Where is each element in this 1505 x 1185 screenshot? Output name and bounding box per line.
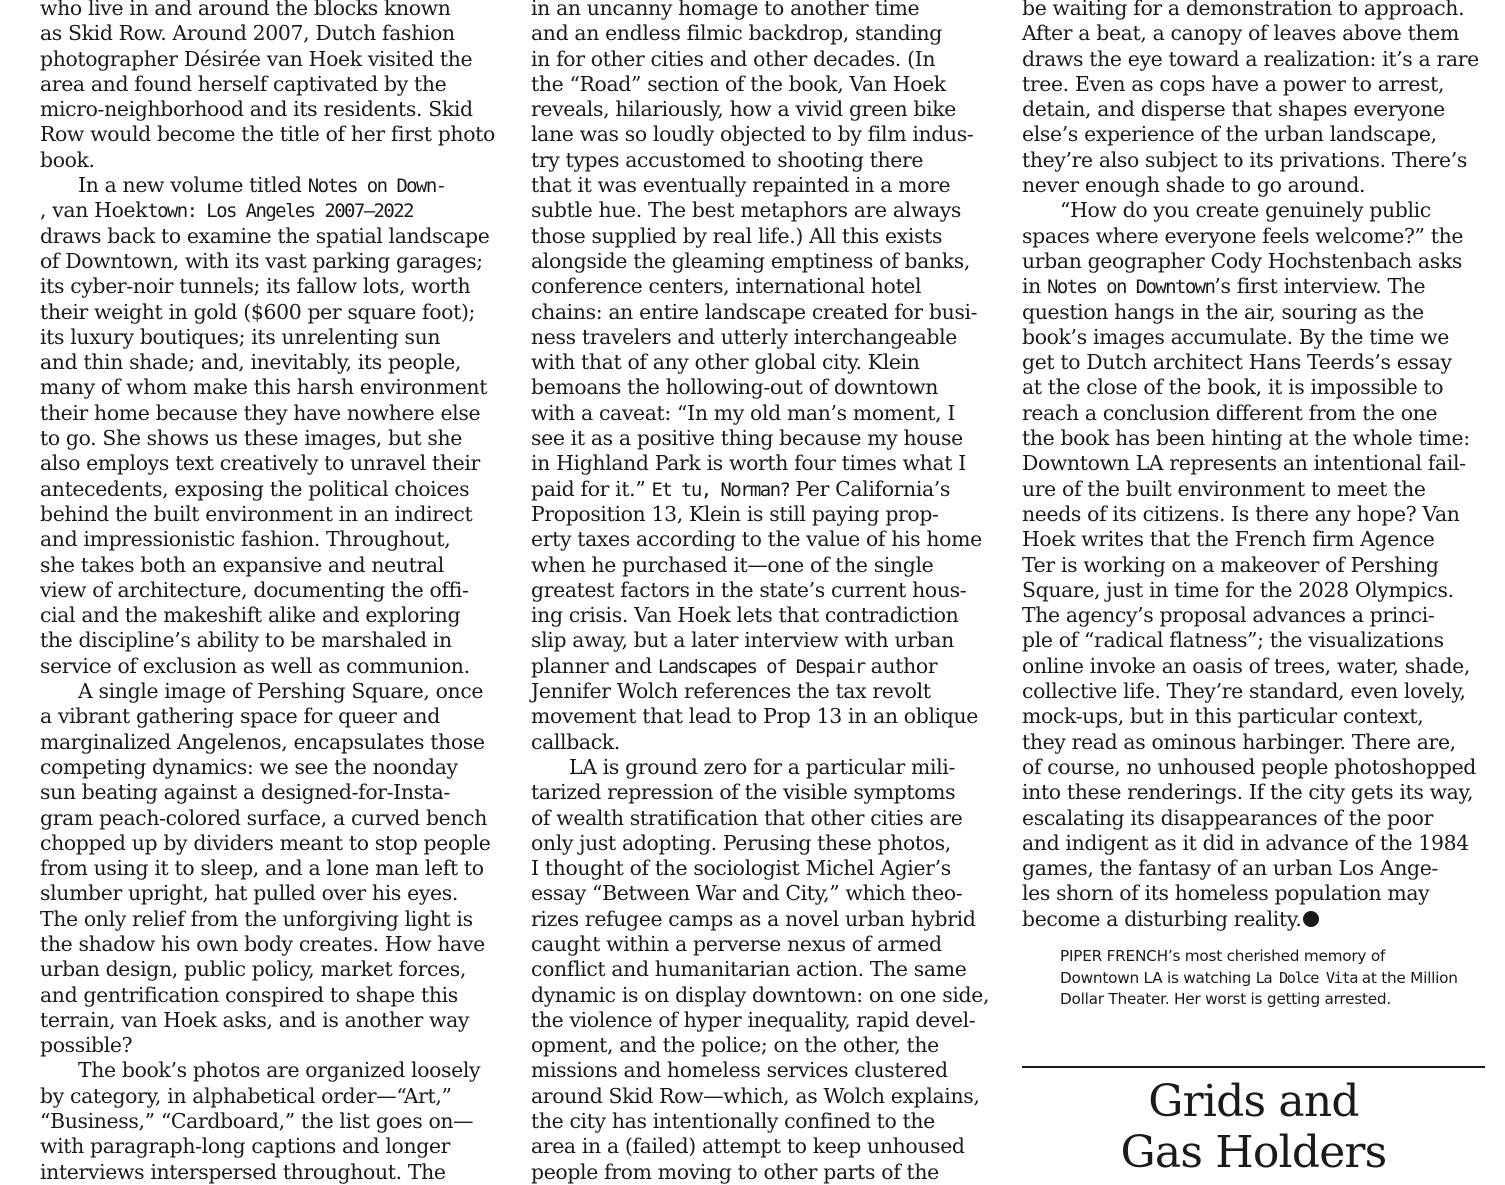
text-line: slip away, but a later interview with urban <box>531 628 954 653</box>
text-line: reach a conclusion different from the one <box>1022 400 1438 425</box>
text-line: reveals, hilariously, how a vivid green bike <box>531 97 957 122</box>
text-line: many of whom make this harsh environment <box>40 375 488 400</box>
italic-title: Et tu, Norman? <box>651 478 790 501</box>
text-line: a vibrant gathering space for queer and <box>40 704 440 729</box>
text-line: ple of “radical flatness”; the visualizations <box>1022 628 1444 653</box>
text-line: behind the built environment in an indirect <box>40 501 473 526</box>
text-line: needs of its citizens. Is there any hope? Van <box>1022 501 1460 526</box>
film-title: La Dolce Vita <box>1255 968 1358 987</box>
text-line: she takes both an expansive and neutral <box>40 552 444 577</box>
text-line: After a beat, a canopy of leaves above them <box>1022 21 1459 46</box>
text-line: The book’s photos are organized loosely <box>78 1058 481 1083</box>
text-line: greatest factors in the state’s current hous- <box>531 577 967 602</box>
text-line: missions and homeless services clustered <box>531 1058 948 1083</box>
next-article-title-line: Gas Holders <box>1120 1127 1387 1178</box>
text-line: planner and Landscapes of Despair author <box>531 653 938 678</box>
text-line: of Downtown, with its vast parking garages; <box>40 248 483 273</box>
text-line: A single image of Pershing Square, once <box>78 679 484 704</box>
text-line: service of exclusion as well as communion. <box>40 653 470 678</box>
text-line: erty taxes according to the value of his home <box>531 527 982 552</box>
italic-title: Notes on Downtown <box>1047 276 1215 299</box>
text-line: those supplied by real life.) All this exists <box>531 223 943 248</box>
text-line: the city has intentionally confined to the <box>531 1109 935 1134</box>
author-bio-line: PIPER FRENCH’s most cherished memory of <box>1060 947 1386 965</box>
text-line: paid for it.” Et tu, Norman? Per California’s <box>531 476 951 501</box>
text-line: the violence of hyper inequality, rapid devel- <box>531 1007 976 1032</box>
article-column-3 <box>1022 0 1487 932</box>
text-line: in for other cities and other decades. (In <box>531 46 936 71</box>
text-line: try types accustomed to shooting there <box>531 147 924 172</box>
text-line: become a disturbing reality. <box>1022 907 1487 932</box>
text-line: and thin shade; and, inevitably, its people, <box>40 350 462 375</box>
text-line: The only relief from the unforgiving light is <box>40 906 473 931</box>
text-line: its cyber-noir tunnels; its fallow lots, worth <box>40 274 471 299</box>
end-mark-icon <box>1303 911 1319 927</box>
text-line: they read as ominous harbinger. There are, <box>1022 729 1456 754</box>
text-line: , van Hoektown: Los Angeles 2007–2022 <box>40 198 413 223</box>
text-line: detain, and disperse that shapes everyone <box>1022 97 1445 122</box>
section-divider <box>1022 1066 1485 1068</box>
text-line: conference centers, international hotel <box>531 274 922 299</box>
text-line: spaces where everyone feels welcome?” the <box>1022 223 1464 248</box>
text-line: cial and the makeshift alike and exploring <box>40 603 461 628</box>
text-line: of course, no unhoused people photoshopped <box>1022 754 1476 779</box>
text-line: ing crisis. Van Hoek lets that contradiction <box>531 603 959 628</box>
text-line: urban geographer Cody Hochstenbach asks <box>1022 248 1462 273</box>
text-line: be waiting for a demonstration to approach. <box>1022 0 1465 20</box>
text-line: view of architecture, documenting the offi- <box>40 577 469 602</box>
text-line: who live in and around the blocks known <box>40 0 451 20</box>
text-line: and impressionistic fashion. Throughout, <box>40 527 451 552</box>
author-bio-line: Downtown LA is watching La Dolce Vita at the Million <box>1060 968 1458 987</box>
next-article-title <box>1022 1076 1485 1178</box>
text-line: sun beating against a designed-for-Insta- <box>40 780 450 805</box>
text-line: conflict and humanitarian action. The same <box>531 957 967 982</box>
text-line: the book has been hinting at the whole time: <box>1022 426 1470 451</box>
text-line: their weight in gold ($600 per square foot); <box>40 299 476 324</box>
text-line: Proposition 13, Klein is still paying prop- <box>531 501 939 526</box>
text-line: see it as a positive thing because my house <box>531 426 963 451</box>
text-line: of wealth stratification that other cities are <box>531 805 963 830</box>
text-line: book. <box>40 147 95 172</box>
text-line: opment, and the police; on the other, the <box>531 1033 939 1058</box>
italic-title: Notes on Down- <box>307 175 446 198</box>
text-line: when he purchased it—one of the single <box>531 552 934 577</box>
text-line: by category, in alphabetical order—“Art,” <box>40 1083 452 1108</box>
text-line: I thought of the sociologist Michel Agier’s <box>531 856 951 881</box>
text-line: in an uncanny homage to another time <box>531 0 920 20</box>
text-line: people from moving to other parts of the <box>531 1159 939 1184</box>
text-line: bemoans the hollowing-out of downtown <box>531 375 939 400</box>
text-line: LA is ground zero for a particular mili- <box>569 754 956 779</box>
text-line: only just adopting. Perusing these photos, <box>531 830 951 855</box>
text-line: with paragraph-long captions and longer <box>40 1134 451 1159</box>
text-line: Row would become the title of her first photo <box>40 122 495 147</box>
text-line: ness travelers and utterly interchangeable <box>531 324 957 349</box>
text-line: else’s experience of the urban landscape, <box>1022 122 1437 147</box>
italic-title: Landscapes of Despair <box>657 655 865 678</box>
text-line: slumber upright, hat pulled over his eyes. <box>40 881 458 906</box>
text-line: Jennifer Wolch references the tax revolt <box>531 679 931 704</box>
text-line: Hoek writes that the French firm Agence <box>1022 527 1435 552</box>
text-line: urban design, public policy, market forces, <box>40 957 466 982</box>
text-line: area in a (failed) attempt to keep unhoused <box>531 1134 965 1159</box>
text-line: interviews interspersed throughout. The <box>40 1159 446 1184</box>
text-line: as Skid Row. Around 2007, Dutch fashion <box>40 21 455 46</box>
text-line: The agency’s proposal advances a princi- <box>1022 603 1435 628</box>
text-line: their home because they have nowhere else <box>40 400 481 425</box>
text-line: chains: an entire landscape created for busi- <box>531 299 978 324</box>
text-line: with a caveat: “In my old man’s moment, I <box>531 400 956 425</box>
text-line: movement that lead to Prop 13 in an oblique <box>531 704 978 729</box>
next-article-title-line: Grids and <box>1148 1076 1359 1127</box>
text-line: get to Dutch architect Hans Teerds’s essay <box>1022 350 1452 375</box>
text-line: draws the eye toward a realization: it’s a rare <box>1022 46 1479 71</box>
text-line: its luxury boutiques; its unrelenting sun <box>40 324 441 349</box>
text-line: mock-ups, but in this particular context, <box>1022 704 1424 729</box>
text-line: they’re also subject to its privations. There’s <box>1022 147 1467 172</box>
text-line: online invoke an oasis of trees, water, shade, <box>1022 653 1471 678</box>
author-bio <box>1060 946 1490 1011</box>
text-line: collective life. They’re standard, even lovely, <box>1022 679 1466 704</box>
text-line: micro-neighborhood and its residents. Skid <box>40 97 473 122</box>
text-line: the discipline’s ability to be marshaled in <box>40 628 452 653</box>
text-line: rizes refugee camps as a novel urban hybrid <box>531 906 976 931</box>
text-line: question hangs in the air, souring as the <box>1022 299 1424 324</box>
text-line: never enough shade to go around. <box>1022 173 1366 198</box>
text-line: tree. Even as cops have a power to arrest, <box>1022 71 1445 96</box>
text-line: caught within a perverse nexus of armed <box>531 931 942 956</box>
text-line: with that of any other global city. Klein <box>531 350 920 375</box>
text-line: Square, just in time for the 2028 Olympics. <box>1022 577 1454 602</box>
text-line: marginalized Angelenos, encapsulates those <box>40 729 485 754</box>
text-line: book’s images accumulate. By the time we <box>1022 324 1449 349</box>
text-line: area and found herself captivated by the <box>40 71 447 96</box>
text-line: antecedents, exposing the political choices <box>40 476 470 501</box>
text-line: lane was so loudly objected to by film indus- <box>531 122 974 147</box>
text-line: callback. <box>531 729 620 754</box>
text-line: in Highland Park is worth four times what I <box>531 451 966 476</box>
text-line: terrain, van Hoek asks, and is another way <box>40 1007 470 1032</box>
text-line: competing dynamics: we see the noonday <box>40 754 458 779</box>
article-column-1 <box>40 0 505 1185</box>
italic-title: town: Los Angeles 2007–2022 <box>147 200 413 223</box>
text-line: draws back to examine the spatial landscape <box>40 223 490 248</box>
text-line: to go. She shows us these images, but she <box>40 426 463 451</box>
text-line: Downtown LA represents an intentional fail- <box>1022 451 1466 476</box>
text-line: escalating its disappearances of the poor <box>1022 805 1434 830</box>
text-line: and gentrification conspired to shape this <box>40 982 458 1007</box>
text-line: les shorn of its homeless population may <box>1022 881 1430 906</box>
text-line: also employs text creatively to unravel their <box>40 451 480 476</box>
text-line: and indigent as it did in advance of the 1984 <box>1022 830 1469 855</box>
text-line: possible? <box>40 1033 133 1058</box>
text-line: “Business,” “Cardboard,” the list goes on— <box>40 1109 474 1134</box>
text-line: photographer Désirée van Hoek visited the <box>40 46 473 71</box>
article-column-2 <box>531 0 996 1185</box>
text-line: in Notes on Downtown’s first interview. The <box>1022 274 1426 299</box>
text-line: gram peach-colored surface, a curved bench <box>40 805 487 830</box>
text-line: alongside the gleaming emptiness of banks, <box>531 248 970 273</box>
text-line: that it was eventually repainted in a more <box>531 173 951 198</box>
text-line: around Skid Row—which, as Wolch explains, <box>531 1083 980 1108</box>
text-line: and an endless filmic backdrop, standing <box>531 21 942 46</box>
text-line: subtle hue. The best metaphors are always <box>531 198 962 223</box>
text-line: Ter is working on a makeover of Pershing <box>1022 552 1439 577</box>
text-line: essay “Between War and City,” which theo- <box>531 881 963 906</box>
text-line: games, the fantasy of an urban Los Ange- <box>1022 856 1438 881</box>
text-line: the “Road” section of the book, Van Hoek <box>531 71 946 96</box>
text-line: into these renderings. If the city gets its way, <box>1022 780 1474 805</box>
text-line: the shadow his own body creates. How have <box>40 931 485 956</box>
text-line: dynamic is on display downtown: on one side, <box>531 982 990 1007</box>
text-line: from using it to sleep, and a lone man left to <box>40 856 484 881</box>
text-line: tarized repression of the visible symptoms <box>531 780 956 805</box>
text-line: chopped up by dividers meant to stop people <box>40 830 491 855</box>
text-line: “How do you create genuinely public <box>1060 198 1431 223</box>
author-bio-line: Dollar Theater. Her worst is getting arrested. <box>1060 990 1391 1008</box>
text-line: In a new volume titled Notes on Down- <box>78 173 446 198</box>
text-line: at the close of the book, it is impossible to <box>1022 375 1444 400</box>
text-line: ure of the built environment to meet the <box>1022 476 1426 501</box>
